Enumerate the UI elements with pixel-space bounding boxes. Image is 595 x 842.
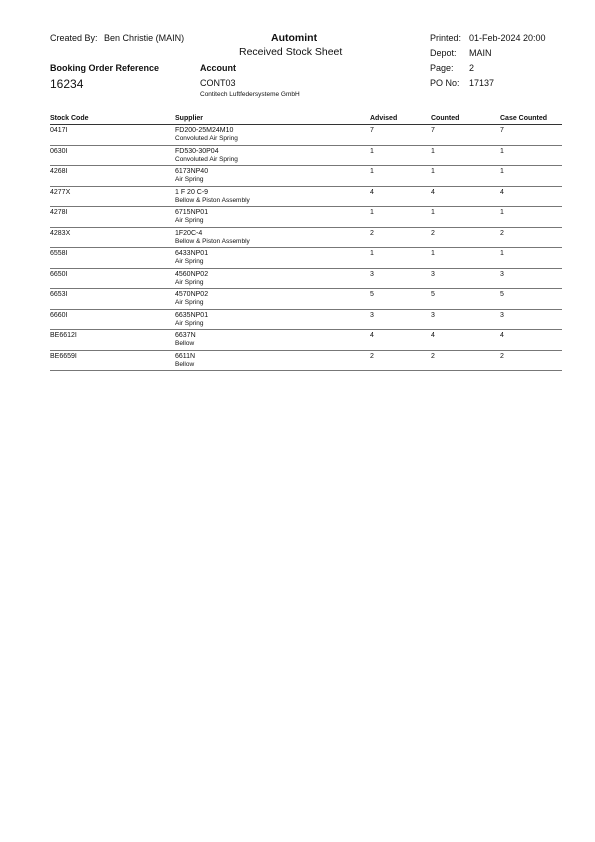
depot-label: Depot: <box>430 48 457 58</box>
advised: 1 <box>370 209 374 216</box>
part-description: Bellow & Piston Assembly <box>175 237 250 245</box>
account-label: Account <box>200 63 236 73</box>
supplier <box>175 168 208 184</box>
case-counted: 1 <box>500 147 504 155</box>
page-value: 2 <box>469 63 475 73</box>
case-counted: 1 <box>500 250 504 257</box>
stock-code: 6558I <box>50 250 68 257</box>
counted: 1 <box>431 147 435 155</box>
part-number: 6433NP01 <box>175 250 209 257</box>
table-row <box>50 330 562 351</box>
advised: 2 <box>370 229 374 237</box>
case-counted: 4 <box>500 332 504 339</box>
stock-code: 6660I <box>50 311 68 319</box>
case-counted: 1 <box>500 168 504 175</box>
supplier <box>175 250 208 266</box>
stock-code: 4278I <box>50 209 68 216</box>
col-case-counted: Case Counted <box>500 115 548 122</box>
part-description: Bellow <box>175 360 195 368</box>
part-number: 6637N <box>175 332 196 339</box>
account-name: Contitech Luftfedersysteme GmbH <box>200 91 300 98</box>
po-value: 17137 <box>469 78 495 88</box>
supplier <box>175 148 238 164</box>
counted: 3 <box>431 270 435 278</box>
part-number: FD200-25M24M10 <box>175 127 234 134</box>
table-row <box>50 228 562 249</box>
table-row <box>50 166 562 187</box>
supplier <box>175 291 208 307</box>
part-number: 4570NP02 <box>175 291 209 298</box>
part-description: Convoluted Air Spring <box>175 135 238 142</box>
printed-value: 01-Feb-2024 20:00 <box>469 33 546 43</box>
counted: 1 <box>431 209 435 216</box>
table-row <box>50 187 562 208</box>
table-row <box>50 351 562 372</box>
sheet-title: Received Stock Sheet <box>239 46 343 58</box>
counted: 3 <box>431 311 435 319</box>
col-stock-code: Stock Code <box>50 115 89 122</box>
part-number: 1 F 20 C-9 <box>175 188 209 196</box>
advised: 7 <box>370 127 374 134</box>
case-counted: 4 <box>500 188 504 196</box>
table-row <box>50 125 562 146</box>
part-description: Air Spring <box>175 258 204 265</box>
table-header <box>50 114 562 125</box>
stock-code: 6653I <box>50 291 68 298</box>
advised: 4 <box>370 332 374 339</box>
stock-code: 0417I <box>50 127 68 134</box>
part-number: 6635NP01 <box>175 311 209 319</box>
created-by-value: Ben Christie (MAIN) <box>104 33 185 43</box>
printed-label: Printed: <box>430 33 462 43</box>
depot-value: MAIN <box>469 48 492 58</box>
stock-code: BE6659I <box>50 352 77 360</box>
advised: 2 <box>370 352 374 360</box>
page-label: Page: <box>430 63 454 73</box>
part-number: 4560NP02 <box>175 270 209 278</box>
part-description: Bellow & Piston Assembly <box>175 196 250 204</box>
stock-code: 4268I <box>50 168 68 175</box>
advised: 1 <box>370 168 374 175</box>
part-description: Convoluted Air Spring <box>175 155 238 163</box>
col-advised: Advised <box>370 115 398 122</box>
table-row <box>50 248 562 269</box>
counted: 4 <box>431 332 435 339</box>
part-description: Air Spring <box>175 217 204 224</box>
stock-table <box>50 114 562 371</box>
stock-code: BE6612I <box>50 332 77 339</box>
table-row <box>50 207 562 228</box>
booking-ref-value: 16234 <box>50 77 84 91</box>
part-description: Air Spring <box>175 278 204 286</box>
stock-code: 0630I <box>50 147 68 155</box>
supplier <box>175 332 196 348</box>
stock-code: 6650I <box>50 270 68 278</box>
counted: 7 <box>431 127 435 134</box>
col-counted: Counted <box>431 115 460 122</box>
table-row <box>50 269 562 290</box>
booking-ref-label: Booking Order Reference <box>50 63 160 73</box>
case-counted: 2 <box>500 229 504 237</box>
case-counted: 7 <box>500 127 504 134</box>
table-row <box>50 289 562 310</box>
part-description: Air Spring <box>175 319 204 327</box>
case-counted: 1 <box>500 209 504 216</box>
part-description: Bellow <box>175 340 195 347</box>
po-label: PO No: <box>430 78 460 88</box>
company-name: Automint <box>271 32 318 44</box>
advised: 3 <box>370 270 374 278</box>
case-counted: 3 <box>500 311 504 319</box>
advised: 1 <box>370 250 374 257</box>
supplier <box>175 271 208 287</box>
counted: 1 <box>431 250 435 257</box>
part-number: 1F20C-4 <box>175 229 203 237</box>
advised: 1 <box>370 147 374 155</box>
supplier <box>175 230 250 246</box>
supplier <box>175 127 238 143</box>
created-by <box>50 33 184 43</box>
counted: 5 <box>431 291 435 298</box>
table-row <box>50 310 562 331</box>
account-code: CONT03 <box>200 78 236 88</box>
case-counted: 2 <box>500 352 504 360</box>
counted: 2 <box>431 352 435 360</box>
supplier <box>175 209 208 225</box>
col-supplier: Supplier <box>175 115 204 122</box>
created-by-label: Created By: <box>50 33 98 43</box>
case-counted: 3 <box>500 270 504 278</box>
counted: 2 <box>431 229 435 237</box>
stock-code: 4277X <box>50 188 71 196</box>
part-number: 6611N <box>175 352 196 360</box>
advised: 4 <box>370 188 374 196</box>
counted: 4 <box>431 188 435 196</box>
part-number: 6715NP01 <box>175 209 209 216</box>
supplier <box>175 312 208 328</box>
counted: 1 <box>431 168 435 175</box>
supplier <box>175 189 250 205</box>
part-number: FD530-30P04 <box>175 147 219 155</box>
advised: 3 <box>370 311 374 319</box>
table-row <box>50 146 562 167</box>
part-description: Air Spring <box>175 176 204 183</box>
stock-code: 4283X <box>50 229 71 237</box>
advised: 5 <box>370 291 374 298</box>
part-number: 6173NP40 <box>175 168 209 175</box>
case-counted: 5 <box>500 291 504 298</box>
part-description: Air Spring <box>175 299 204 306</box>
supplier <box>175 353 195 369</box>
